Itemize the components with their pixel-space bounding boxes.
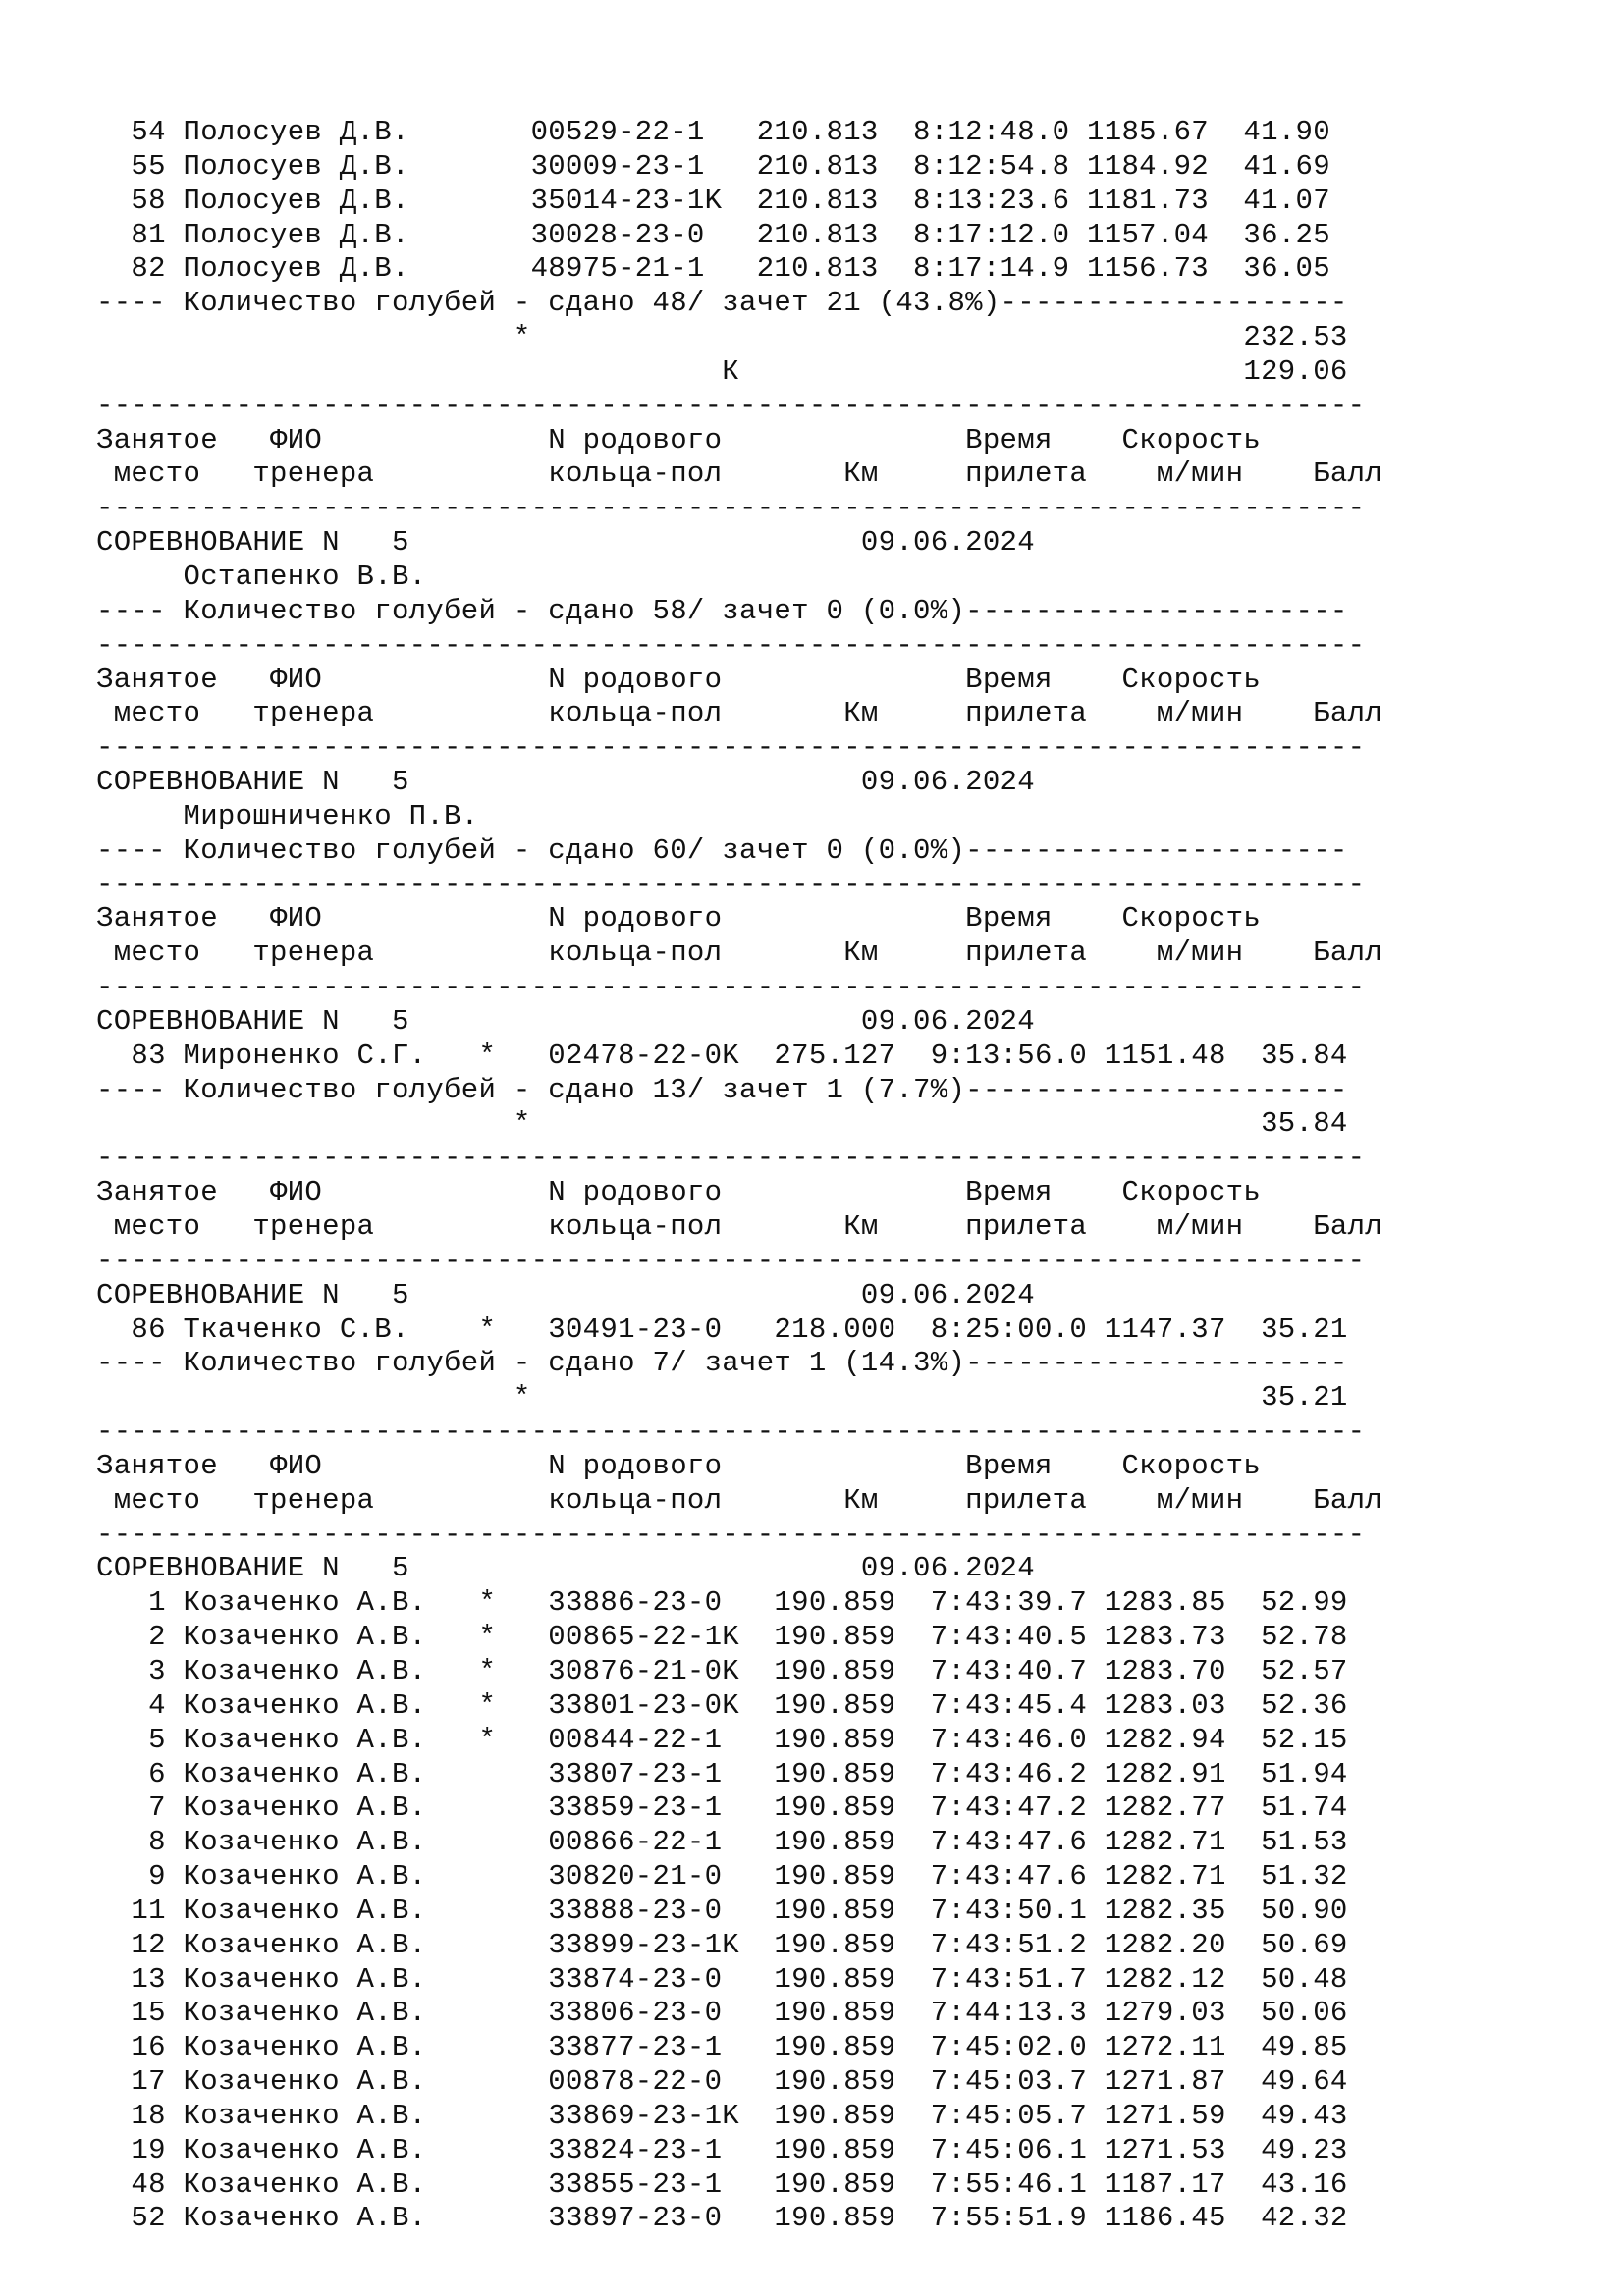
report-line: 15 Козаченко А.В. 33806-23-0 190.859 7:44:13.3 1279.03 50.06 (96, 1997, 1348, 2030)
report-line: 58 Полосуев Д.В. 35014-23-1K 210.813 8:13:23.6 1181.73 41.07 (96, 184, 1330, 217)
report-line: ------------------------------------------------------------------------- (96, 1518, 1366, 1551)
report-line: место тренера кольца-пол Км прилета м/мин Балл (96, 1210, 1383, 1243)
report-line: ------------------------------------------------------------------------- (96, 492, 1366, 525)
report-line: СОРЕВНОВАНИЕ N 5 09.06.2024 (96, 766, 1035, 799)
report-line: место тренера кольца-пол Км прилета м/мин Балл (96, 1483, 1383, 1517)
report-line: место тренера кольца-пол Км прилета м/мин Балл (96, 457, 1383, 491)
report-line: 11 Козаченко А.В. 33888-23-0 190.859 7:43:50.1 1282.35 50.90 (96, 1894, 1348, 1927)
report-line: * 232.53 (96, 321, 1348, 354)
report-line: место тренера кольца-пол Км прилета м/мин Балл (96, 936, 1383, 970)
report-line: ------------------------------------------------------------------------- (96, 389, 1366, 422)
report-line: ------------------------------------------------------------------------- (96, 868, 1366, 901)
report-line: 12 Козаченко А.В. 33899-23-1K 190.859 7:43:51.2 1282.20 50.69 (96, 1928, 1348, 1961)
report-line: СОРЕВНОВАНИЕ N 5 09.06.2024 (96, 1278, 1035, 1311)
report-line: Занятое ФИО N родового Время Скорость (96, 1176, 1262, 1209)
report-line: Занятое ФИО N родового Время Скорость (96, 663, 1262, 696)
report-line: ------------------------------------------------------------------------- (96, 1142, 1366, 1175)
report-line: 6 Козаченко А.В. 33807-23-1 190.859 7:43:46.2 1282.91 51.94 (96, 1757, 1348, 1790)
report-line: ---- Количество голубей - сдано 7/ зачет 1 (14.3%)---------------------- (96, 1347, 1348, 1380)
report-line: 86 Ткаченко С.В. * 30491-23-0 218.000 8:25:00.0 1147.37 35.21 (96, 1312, 1348, 1346)
report-line: ------------------------------------------------------------------------- (96, 1415, 1366, 1449)
report-line: ------------------------------------------------------------------------- (96, 1244, 1366, 1277)
report-line: 55 Полосуев Д.В. 30009-23-1 210.813 8:12:54.8 1184.92 41.69 (96, 149, 1330, 183)
report-line: 48 Козаченко А.В. 33855-23-1 190.859 7:55:46.1 1187.17 43.16 (96, 2167, 1348, 2201)
report-line: ------------------------------------------------------------------------- (96, 628, 1366, 662)
report-line: 54 Полосуев Д.В. 00529-22-1 210.813 8:12:48.0 1185.67 41.90 (96, 116, 1330, 148)
report-line: ---- Количество голубей - сдано 58/ зачет 0 (0.0%)---------------------- (96, 594, 1348, 627)
report-line: 52 Козаченко А.В. 33897-23-0 190.859 7:55:51.9 1186.45 42.32 (96, 2202, 1348, 2235)
report-line: СОРЕВНОВАНИЕ N 5 09.06.2024 (96, 526, 1035, 560)
report-line: 8 Козаченко А.В. 00866-22-1 190.859 7:43:47.6 1282.71 51.53 (96, 1826, 1348, 1859)
report-line: 18 Козаченко А.В. 33869-23-1K 190.859 7:45:05.7 1271.59 49.43 (96, 2099, 1348, 2132)
report-line: 16 Козаченко А.В. 33877-23-1 190.859 7:45:02.0 1272.11 49.85 (96, 2031, 1348, 2064)
report-line: ---- Количество голубей - сдано 48/ зачет 21 (43.8%)-------------------- (96, 287, 1348, 320)
report-line: Занятое ФИО N родового Время Скорость (96, 1449, 1262, 1482)
report-line: * 35.21 (96, 1381, 1348, 1415)
report-line: Занятое ФИО N родового Время Скорость (96, 423, 1262, 456)
report-line: 81 Полосуев Д.В. 30028-23-0 210.813 8:17:12.0 1157.04 36.25 (96, 218, 1330, 251)
report-line: 1 Козаченко А.В. * 33886-23-0 190.859 7:43:39.7 1283.85 52.99 (96, 1586, 1348, 1620)
report-line: 82 Полосуев Д.В. 48975-21-1 210.813 8:17:14.9 1156.73 36.05 (96, 252, 1330, 286)
report-line: К 129.06 (96, 354, 1348, 388)
report-line: 83 Мироненко С.Г. * 02478-22-0K 275.127 9:13:56.0 1151.48 35.84 (96, 1039, 1348, 1072)
report-line: Мирошниченко П.В. (96, 799, 479, 832)
report-line: 5 Козаченко А.В. * 00844-22-1 190.859 7:43:46.0 1282.94 52.15 (96, 1723, 1348, 1756)
report-line: ---- Количество голубей - сдано 60/ зачет 0 (0.0%)---------------------- (96, 833, 1348, 867)
report-line: Занятое ФИО N родового Время Скорость (96, 902, 1262, 935)
report-line: 19 Козаченко А.В. 33824-23-1 190.859 7:45:06.1 1271.53 49.23 (96, 2133, 1348, 2166)
report-line: 2 Козаченко А.В. * 00865-22-1K 190.859 7:43:40.5 1283.73 52.78 (96, 1621, 1348, 1654)
report-line: 7 Козаченко А.В. 33859-23-1 190.859 7:43:47.2 1282.77 51.74 (96, 1791, 1348, 1825)
report-line: Остапенко В.В. (96, 560, 427, 593)
report-line: СОРЕВНОВАНИЕ N 5 09.06.2024 (96, 1552, 1035, 1585)
report-line: 17 Козаченко А.В. 00878-22-0 190.859 7:45:03.7 1271.87 49.64 (96, 2065, 1348, 2099)
report-line: ------------------------------------------------------------------------- (96, 731, 1366, 765)
report-line: 4 Козаченко А.В. * 33801-23-0K 190.859 7:43:45.4 1283.03 52.36 (96, 1688, 1348, 1722)
report-line: ---- Количество голубей - сдано 13/ зачет 1 (7.7%)---------------------- (96, 1073, 1348, 1106)
report-line: СОРЕВНОВАНИЕ N 5 09.06.2024 (96, 1004, 1035, 1038)
report-line: 13 Козаченко А.В. 33874-23-0 190.859 7:43:51.7 1282.12 50.48 (96, 1962, 1348, 1996)
report-line: 9 Козаченко А.В. 30820-21-0 190.859 7:43:47.6 1282.71 51.32 (96, 1860, 1348, 1894)
report-line: 3 Козаченко А.В. * 30876-21-0K 190.859 7:43:40.7 1283.70 52.57 (96, 1654, 1348, 1687)
report-line: ------------------------------------------------------------------------- (96, 971, 1366, 1004)
race-results-report (96, 116, 1382, 2236)
report-line: место тренера кольца-пол Км прилета м/мин Балл (96, 697, 1383, 730)
report-line: * 35.84 (96, 1107, 1348, 1141)
